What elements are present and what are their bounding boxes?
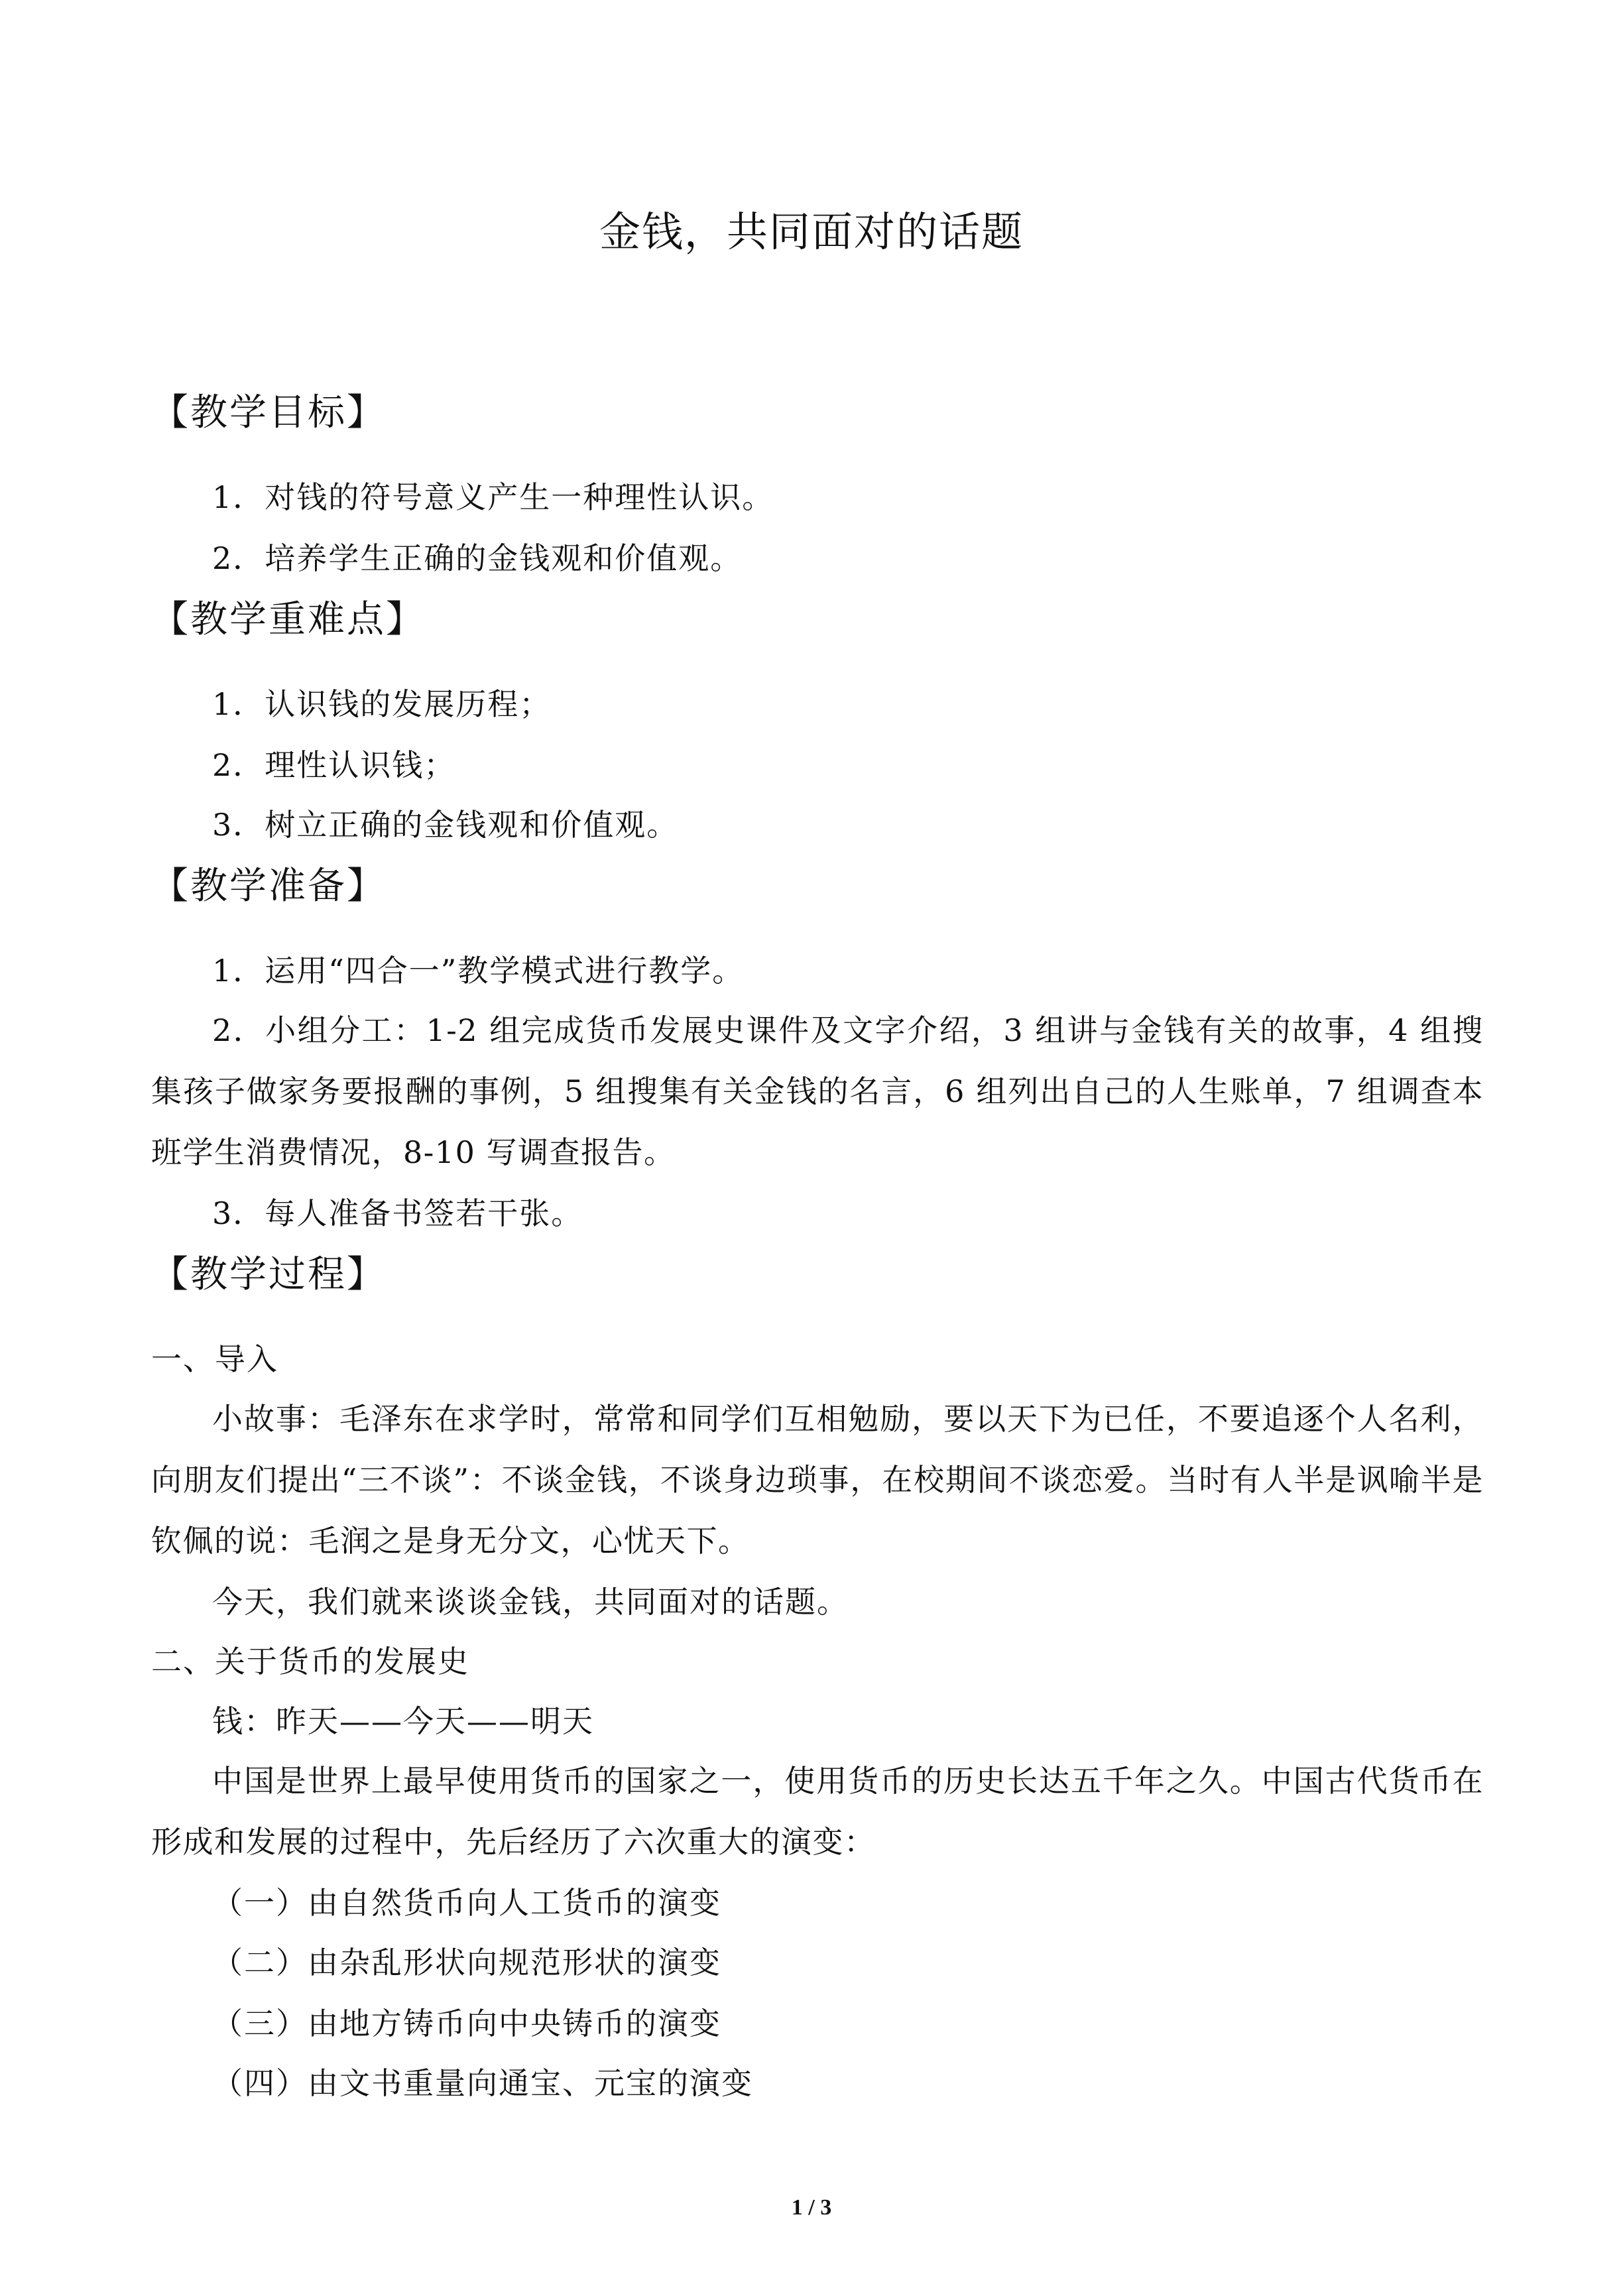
evolution-item-1: （一）由自然货币向人工货币的演变	[212, 1885, 721, 1921]
evolution-item-4: （四）由文书重量向通宝、元宝的演变	[212, 2065, 753, 2101]
heading-teaching-goals: 【教学目标】	[151, 391, 386, 434]
heading-teaching-process: 【教学过程】	[151, 1253, 386, 1296]
process-part2-title: 二、关于货币的发展史	[151, 1644, 469, 1679]
goal-item-2: 2．培养学生正确的金钱观和价值观。	[212, 540, 743, 576]
keypoint-item-3: 3．树立正确的金钱观和价值观。	[212, 807, 679, 843]
process-part1-today: 今天，我们就来谈谈金钱，共同面对的话题。	[212, 1584, 849, 1620]
prep-item-2: 2．小组分工：1-2 组完成货币发展史课件及文字介绍，3 组讲与金钱有关的故事，4 组搜集孩子做家务要报酬的事例，5 组搜集有关金钱的名言，6 组列出自己的人生账单，7 组调查本班学生消费情况，8-10 写调查报告。	[151, 1012, 1484, 1170]
prep-item-3: 3．每人准备书签若干张。	[212, 1195, 583, 1231]
keypoint-item-1: 1．认识钱的发展历程；	[212, 686, 552, 722]
heading-key-points: 【教学重难点】	[151, 598, 425, 641]
process-part2-para: 中国是世界上最早使用货币的国家之一，使用货币的历史长达五千年之久。中国古代货币在形成和发展的过程中，先后经历了六次重大的演变：	[151, 1763, 1484, 1860]
process-part1-story: 小故事：毛泽东在求学时，常常和同学们互相勉励，要以天下为已任，不要追逐个人名利，向朋友们提出“三不谈”：不谈金钱，不谈身边琐事，在校期间不谈恋爱。当时有人半是讽喻半是钦佩的说：毛润之是身无分文，心忧天下。	[151, 1401, 1484, 1559]
evolution-item-3: （三）由地方铸币向中央铸币的演变	[212, 2006, 721, 2041]
goal-item-1: 1．对钱的符号意义产生一种理性认识。	[212, 479, 774, 515]
heading-preparation: 【教学准备】	[151, 865, 386, 908]
prep-item-1: 1．运用“四合一”教学模式进行教学。	[212, 953, 745, 989]
evolution-item-2: （二）由杂乱形状向规范形状的演变	[212, 1945, 721, 1980]
document-title: 金钱，共同面对的话题	[599, 208, 1024, 256]
process-part2-line1: 钱：昨天——今天——明天	[212, 1703, 594, 1739]
process-part1-title: 一、导入	[151, 1341, 278, 1377]
page-number: 1 / 3	[791, 2195, 832, 2220]
keypoint-item-2: 2．理性认识钱；	[212, 747, 456, 783]
